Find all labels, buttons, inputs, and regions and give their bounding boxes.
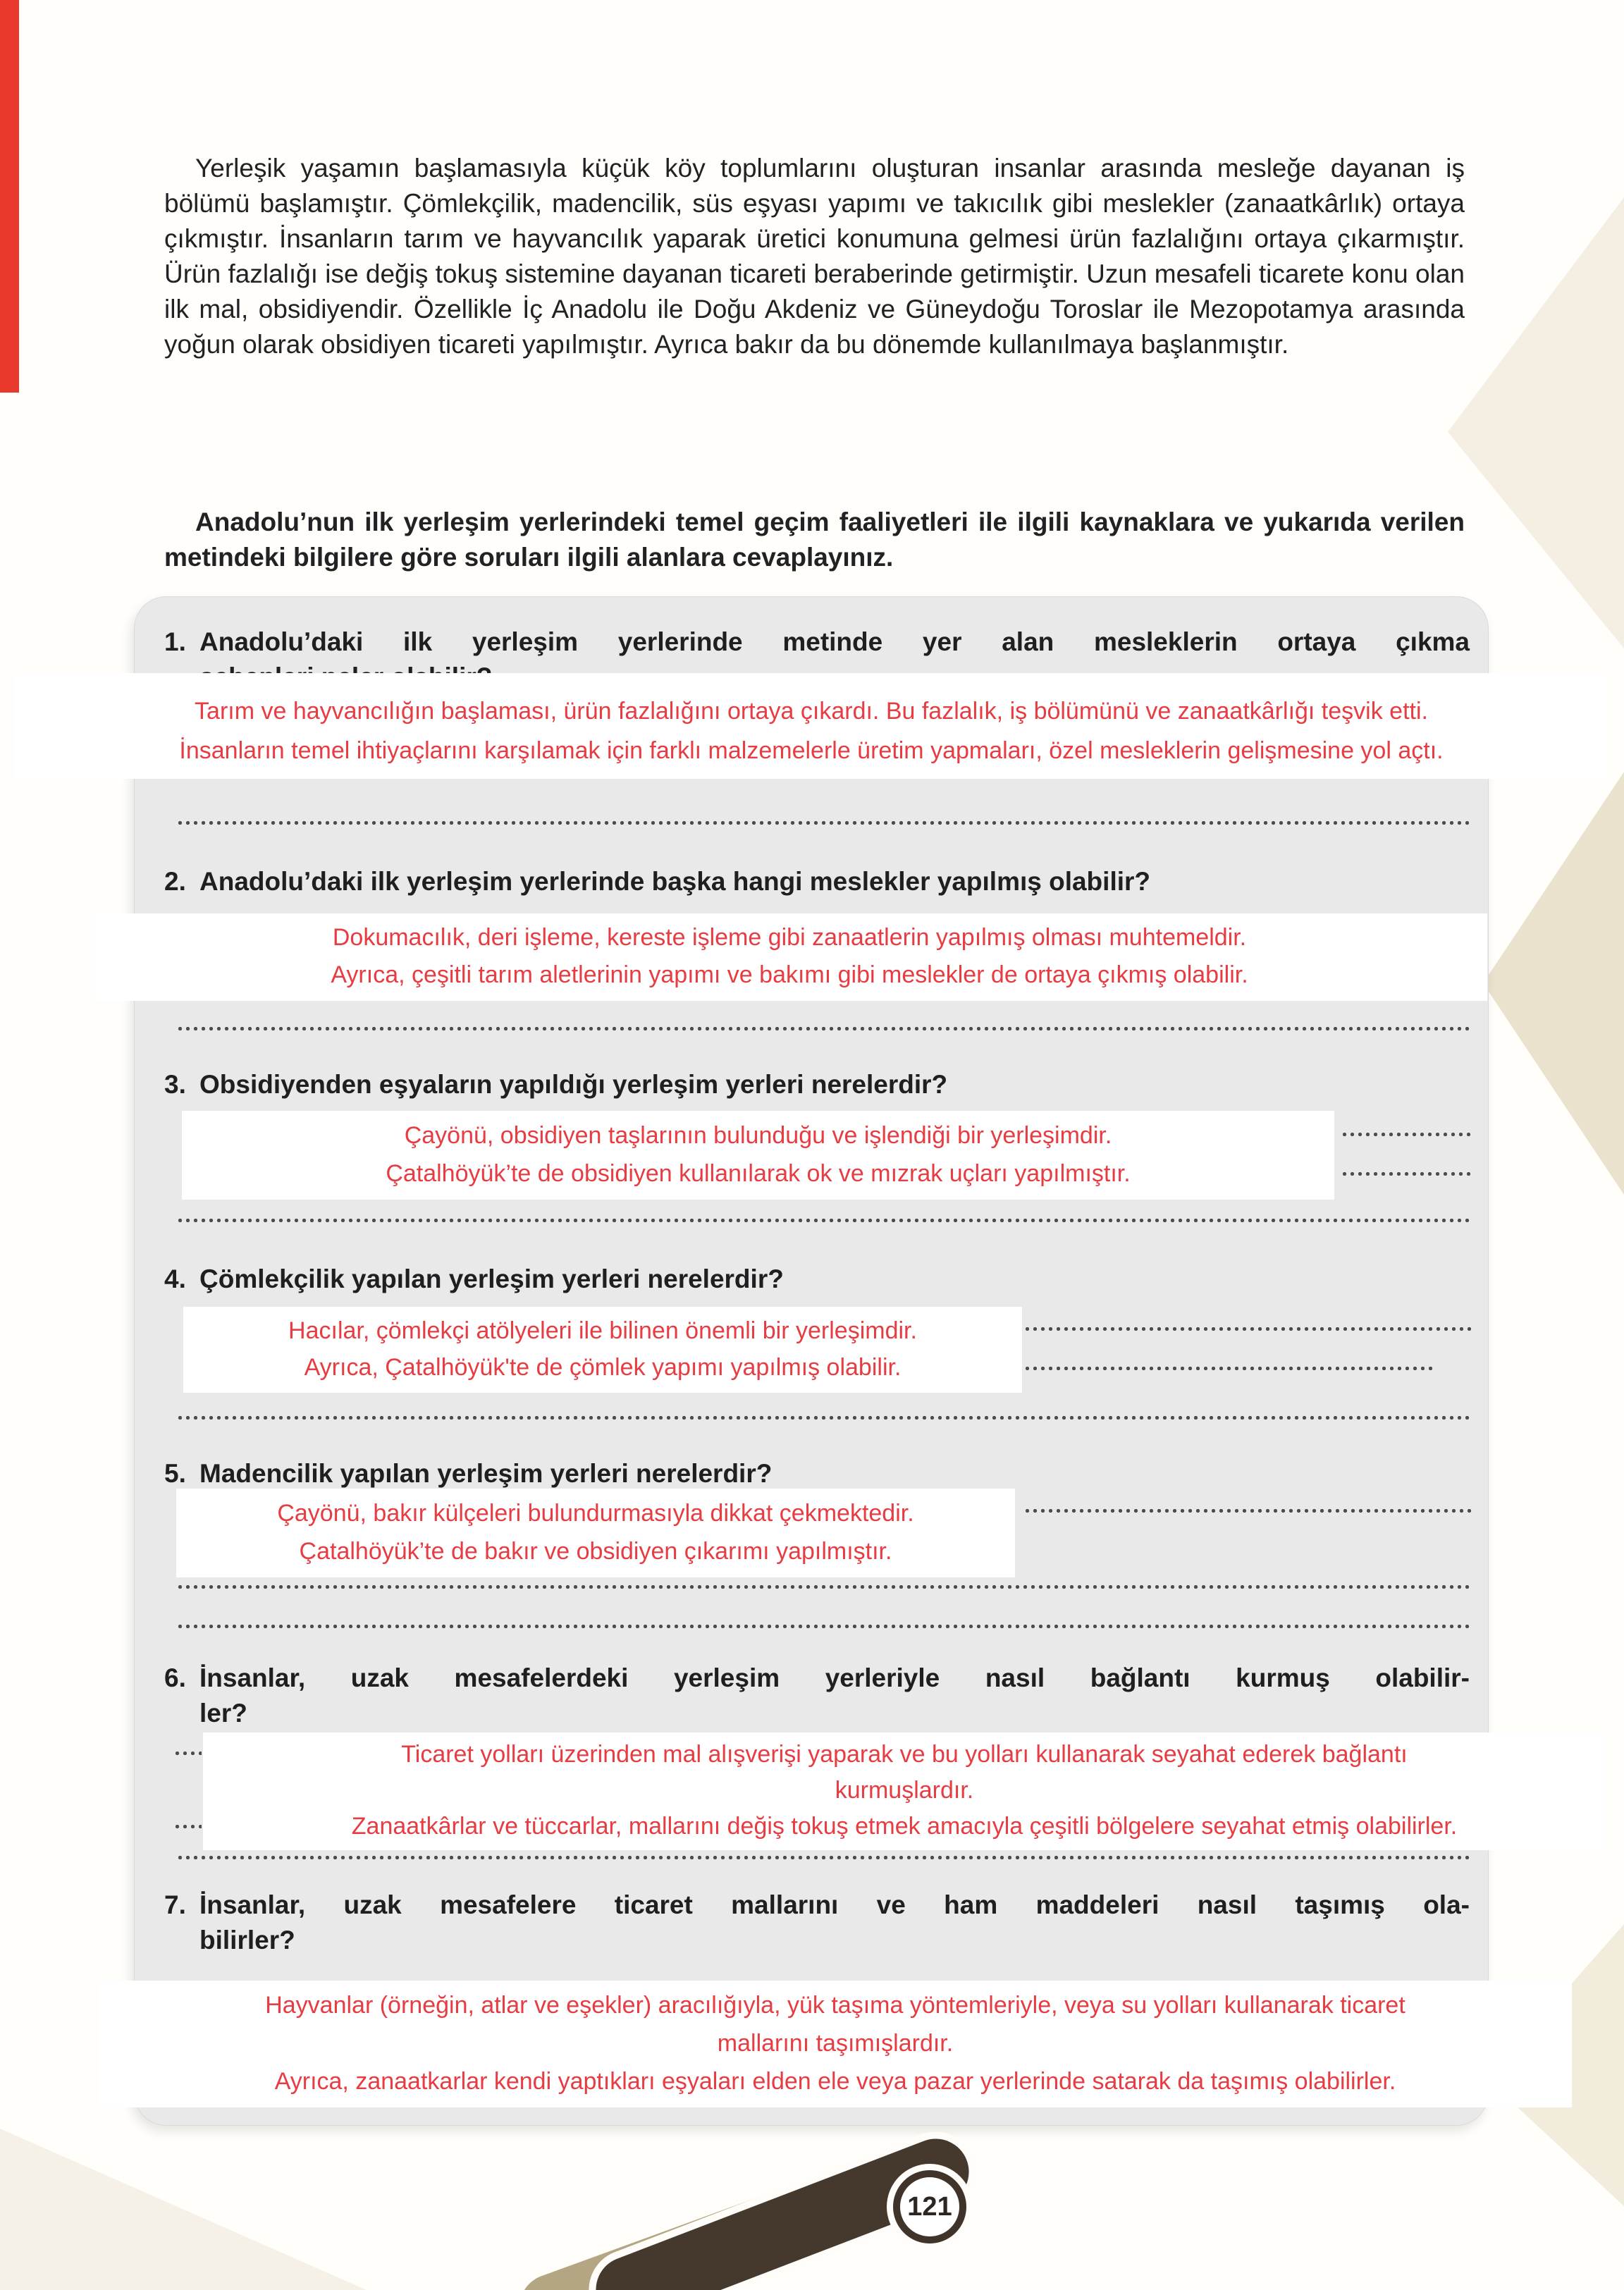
question-number: 2. [164, 867, 186, 896]
question-text [199, 1262, 1470, 1297]
answer-4 [183, 1307, 1022, 1393]
dotted-line-stub [1023, 1326, 1472, 1331]
dotted-line-stub [173, 1824, 202, 1829]
dotted-line-stub [1341, 1132, 1472, 1137]
dotted-line [176, 1624, 1470, 1629]
question-5 [164, 1456, 1470, 1491]
answer-line: İnsanların temel ihtiyaçlarını karşılamak için farklı malzemelerle üretim yapmaları, özel mesleklerin gelişmesine yol açtı. [179, 737, 1444, 764]
intro-paragraph: Yerleşik yaşamın başlamasıyla küçük köy toplumlarını oluşturan insanlar arasında mesleğe dayanan iş bölümü başlamıştır. Çömlekçilik, madencilik, süs eşyası yapımı ve takıcılık gibi meslekler (zanaatkârlık) ortaya çıkmıştır. İnsanların tarım ve hayvancılık yaparak üretici konumuna gelmesi ürün fazlalığını ortaya çıkarmıştır. Ürün fazlalığı ise değiş tokuş sistemine dayanan ticareti beraberinde getirmiştir. Uzun mesafeli ticarete konu olan ilk mal, obsidiyendir. Özellikle İç Anadolu ile Doğu Akdeniz ve Güneydoğu Toroslar ile Mezopotamya arasında yoğun olarak obsidiyen ticareti yapılmıştır. Ayrıca bakır da bu dönemde kullanılmaya başlanmıştır. [164, 154, 1465, 359]
decorative-wedge-top-right [1448, 197, 1624, 648]
dotted-line-stub [173, 1751, 202, 1756]
dotted-line [176, 1415, 1470, 1420]
question-number: 1. [164, 627, 186, 656]
question-text [199, 1067, 1470, 1102]
question-number: 5. [164, 1459, 186, 1488]
answer-line: Hayvanlar (örneğin, atlar ve eşekler) aracılığıyla, yük taşıma yöntemleriyle, veya su yolları kullanarak ticaret [265, 1992, 1405, 2019]
answer-line: mallarını taşımışlardır. [717, 2030, 954, 2057]
dotted-line-stub [1023, 1366, 1432, 1371]
answer-2 [92, 913, 1487, 1001]
answer-1 [14, 673, 1608, 779]
dotted-line [176, 820, 1470, 825]
question-text-line: Çömlekçilik yapılan yerleşim yerleri nerelerdir? [199, 1264, 784, 1293]
answer-line: Ticaret yolları üzerinden mal alışverişi yaparak ve bu yolları kullanarak seyahat ederek bağlantı [401, 1741, 1408, 1768]
answer-line: Tarım ve hayvancılığın başlaması, ürün fazlalığını ortaya çıkardı. Bu fazlalık, iş bölümünü ve zanaatkârlığı teşvik etti. [195, 698, 1428, 725]
question-6 [164, 1661, 1470, 1731]
question-text-line: Madencilik yapılan yerleşim yerleri nerelerdir? [199, 1459, 773, 1488]
question-text [199, 864, 1470, 899]
dotted-line-stub [1023, 1508, 1472, 1513]
question-4 [164, 1262, 1470, 1297]
question-3 [164, 1067, 1470, 1102]
answer-line: Ayrıca, zanaatkarlar kendi yaptıkları eşyaları elden ele veya pazar yerlerinde satarak da taşımış olabilirler. [274, 2068, 1396, 2095]
question-text [199, 1456, 1470, 1491]
question-text-line: Anadolu’daki ilk yerleşim yerlerinde başka hangi meslekler yapılmış olabilir? [199, 867, 1151, 896]
question-number: 7. [164, 1890, 186, 1919]
dotted-line [176, 1218, 1470, 1223]
red-edge-strip [0, 0, 19, 393]
question-text [199, 1661, 1470, 1731]
question-text-line: Anadolu’daki ilk yerleşim yerlerinde metinde yer alan mesleklerin ortaya çıkma [199, 627, 1470, 656]
question-text [199, 1888, 1470, 1958]
question-7 [164, 1888, 1470, 1958]
answer-line: Çayönü, bakır külçeleri bulundurmasıyla dikkat çekmektedir. [277, 1500, 914, 1527]
question-text-line: İnsanlar, uzak mesafelerdeki yerleşim yerleriyle nasıl bağlantı kurmuş olabilir- [199, 1663, 1470, 1692]
question-number: 3. [164, 1070, 186, 1099]
page-number: 121 [907, 2191, 952, 2222]
answer-line: Çatalhöyük’te de obsidiyen kullanılarak ok ve mızrak uçları yapılmıştır. [386, 1160, 1131, 1187]
answer-7 [99, 1981, 1572, 2107]
page-number-circle [893, 2170, 966, 2243]
instruction-text: Anadolu’nun ilk yerleşim yerlerindeki temel geçim faaliyetleri ile ilgili kaynaklara ve yukarıda verilen metindeki bilgilere göre soruları ilgili alanlara cevaplayınız. [164, 507, 1465, 572]
answer-3 [182, 1111, 1334, 1200]
question-2 [164, 864, 1470, 899]
answer-line: Ayrıca, Çatalhöyük'te de çömlek yapımı yapılmış olabilir. [304, 1354, 902, 1381]
question-text-line: İnsanlar, uzak mesafelere ticaret mallarını ve ham maddeleri nasıl taşımış ola- [199, 1890, 1470, 1919]
answer-line: Zanaatkârlar ve tüccarlar, mallarını değiş tokuş etmek amacıyla çeşitli bölgelere seyahat etmiş olabilirler. [351, 1813, 1458, 1840]
dotted-line-stub [1341, 1171, 1472, 1176]
answer-line: Dokumacılık, deri işleme, kereste işleme gibi zanaatlerin yapılmış olması muhtemeldir. [332, 924, 1247, 951]
question-number: 4. [164, 1264, 186, 1293]
answer-6 [203, 1732, 1606, 1850]
question-number: 6. [164, 1663, 186, 1692]
answer-line: Hacılar, çömlekçi atölyeleri ile bilinen önemli bir yerleşimdir. [288, 1317, 917, 1344]
answer-line: Ayrıca, çeşitli tarım aletlerinin yapımı ve bakımı gibi meslekler de ortaya çıkmış olabilir. [331, 961, 1248, 988]
answer-line: Çayönü, obsidiyen taşlarının bulunduğu ve işlendiği bir yerleşimdir. [404, 1122, 1112, 1149]
answer-line: kurmuşlardır. [835, 1777, 974, 1804]
question-text-line: bilirler? [199, 1926, 295, 1954]
dotted-line [176, 1584, 1470, 1589]
decorative-wedge-bottom-left [0, 2129, 367, 2290]
dotted-line [176, 1026, 1470, 1031]
dotted-line [176, 1855, 1470, 1860]
question-text-line: ler? [199, 1699, 247, 1728]
decorative-wedge-right-middle [1483, 772, 1624, 1195]
question-text-line: Obsidiyenden eşyaların yapıldığı yerleşim yerleri nerelerdir? [199, 1070, 948, 1099]
answer-5 [176, 1489, 1015, 1577]
answer-line: Çatalhöyük’te de bakır ve obsidiyen çıkarımı yapılmıştır. [299, 1538, 892, 1565]
